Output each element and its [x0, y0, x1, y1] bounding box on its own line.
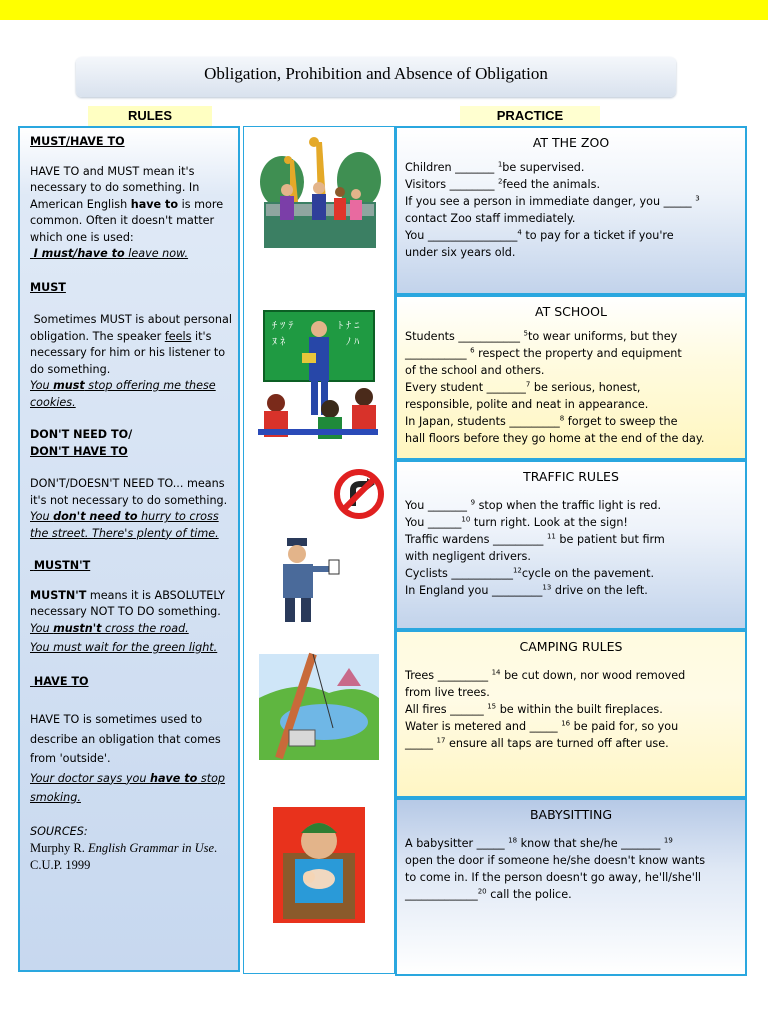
practice-line: from live trees. [405, 686, 490, 699]
rule-example-must: You must stop offering me these cookies. [30, 379, 216, 409]
practice-line: You ________________$^4$ to pay for a ticket if you're [405, 228, 674, 242]
practice-line: ___________ $^6$ respect the property and equipment [405, 346, 682, 360]
practice-line: You ______$^{10}$ turn right. Look at the sign! [405, 515, 628, 529]
rule-example-have-to: Your doctor says you have to stop smoking. [30, 771, 226, 804]
practice-line: Traffic wardens _________ $^{11}$ be patient but firm [405, 532, 665, 546]
rule-heading-mustnt: MUSTN'T [33, 559, 91, 572]
zoo-illustration [245, 128, 393, 256]
rule-example-mustnt-1: You mustn't cross the road. [30, 621, 189, 635]
practice-line: Cyclists ___________$^{12}$cycle on the pavement. [405, 566, 655, 580]
rules-panel [18, 126, 240, 972]
practice-line: All fires ______ $^{15}$ be within the built fireplaces. [405, 702, 663, 716]
practice-line: hall floors before they go home at the end of the day. [405, 432, 705, 445]
practice-line: You _______ $^9$ stop when the traffic light is red. [405, 498, 662, 512]
practice-line: contact Zoo staff immediately. [405, 212, 576, 225]
practice-line: Children _______ $^1$be supervised. [405, 160, 585, 174]
practice-line: In Japan, students _________$^8$ forget to sweep the [405, 414, 678, 428]
practice-line: under six years old. [405, 246, 516, 259]
practice-line: responsible, polite and neat in appearance. [405, 398, 649, 411]
rule-text-must: Sometimes MUST is about personal obligation. The speaker feels it's necessary for him or his listener to do something. [30, 313, 232, 376]
practice-line: A babysitter _____ $^{18}$ know that she/he _______ $^{19}$ [405, 836, 673, 850]
rule-text-mustnt: MUSTN'T means it is ABSOLUTELY necessary NOT TO DO something. [30, 588, 225, 618]
practice-line: Visitors ________ $^2$feed the animals. [405, 177, 601, 191]
practice-line: of the school and others. [405, 364, 545, 377]
practice-line: open the door if someone he/she doesn't know wants [405, 854, 706, 867]
rule-heading-must: MUST [30, 280, 66, 294]
practice-line: Trees _________ $^{14}$ be cut down, nor wood removed [405, 668, 686, 682]
practice-school-title: AT SCHOOL [535, 304, 607, 319]
rule-heading-must-have-to: MUST/HAVE TO [30, 135, 125, 148]
source-citation: Murphy R. English Grammar in Use. C.U.P. 1999 [30, 841, 218, 872]
practice-line: with negligent drivers. [405, 550, 531, 563]
rule-text-dont: DON'T/DOESN'T NEED TO... means it's not necessary to do something. [30, 477, 228, 507]
practice-line: Every student _______$^7$ be serious, honest, [405, 380, 641, 394]
svg-text:ﾇ ﾈ: ﾇ ﾈ [272, 337, 286, 348]
practice-line: Water is metered and _____ $^{16}$ be paid for, so you [405, 719, 679, 733]
rule-example-mustnt-2: You must wait for the green light. [30, 641, 218, 654]
babysitting-illustration [245, 800, 393, 930]
practice-camping [395, 630, 747, 798]
practice-traffic-title: TRAFFIC RULES [523, 469, 619, 484]
rule-example-must-have-to: I must/have to leave now. [33, 247, 189, 260]
rule-text-have-to: HAVE TO is sometimes used to describe an obligation that comes from 'outside'. [30, 713, 221, 765]
rules-header: RULES [88, 106, 212, 126]
practice-line: In England you _________$^{13}$ drive on the left. [405, 583, 648, 597]
practice-babysitting [395, 798, 747, 976]
practice-line: If you see a person in immediate danger, you _____ $^3$ [405, 194, 700, 208]
practice-header: PRACTICE [460, 106, 600, 126]
sources-label: SOURCES: [30, 824, 88, 838]
practice-line: to come in. If the person doesn't go away, he'll/she'll [405, 871, 702, 884]
practice-line: Students ___________ $^5$to wear uniforms, but they [405, 329, 678, 343]
svg-text:ﾁ ﾂ ﾃ: ﾁ ﾂ ﾃ [272, 321, 294, 332]
rule-example-dont: You don't need to hurry to cross the street. There's plenty of time. [30, 510, 219, 540]
camping-illustration [245, 632, 393, 794]
rule-text-must-have-to: HAVE TO and MUST mean it's necessary to do something. In American English have to is more common. Often it doesn't matter which one is used: [30, 164, 224, 244]
svg-text:ﾉ ﾊ: ﾉ ﾊ [346, 337, 360, 348]
traffic-illustration [245, 462, 393, 630]
svg-text:ﾄ ﾅ ﾆ: ﾄ ﾅ ﾆ [338, 321, 360, 332]
practice-traffic [395, 460, 747, 630]
practice-zoo-title: AT THE ZOO [532, 135, 610, 150]
rule-heading-dont-have-to: DON'T HAVE TO [30, 444, 128, 458]
rule-heading-dont-need-to: DON'T NEED TO/ [30, 428, 133, 441]
practice-babysitting-title: BABYSITTING [529, 807, 613, 822]
practice-school [395, 295, 747, 460]
rule-heading-have-to: HAVE TO [33, 674, 89, 688]
practice-line: _____ $^{17}$ ensure all taps are turned off after use. [405, 736, 669, 750]
practice-camping-title: CAMPING RULES [519, 639, 623, 654]
practice-zoo [395, 126, 747, 295]
top-yellow-bar [0, 0, 768, 20]
school-illustration [245, 298, 393, 448]
page-title: Obligation, Prohibition and Absence of Obligation [76, 57, 676, 97]
practice-line: _____________$^{20}$ call the police. [405, 887, 572, 901]
